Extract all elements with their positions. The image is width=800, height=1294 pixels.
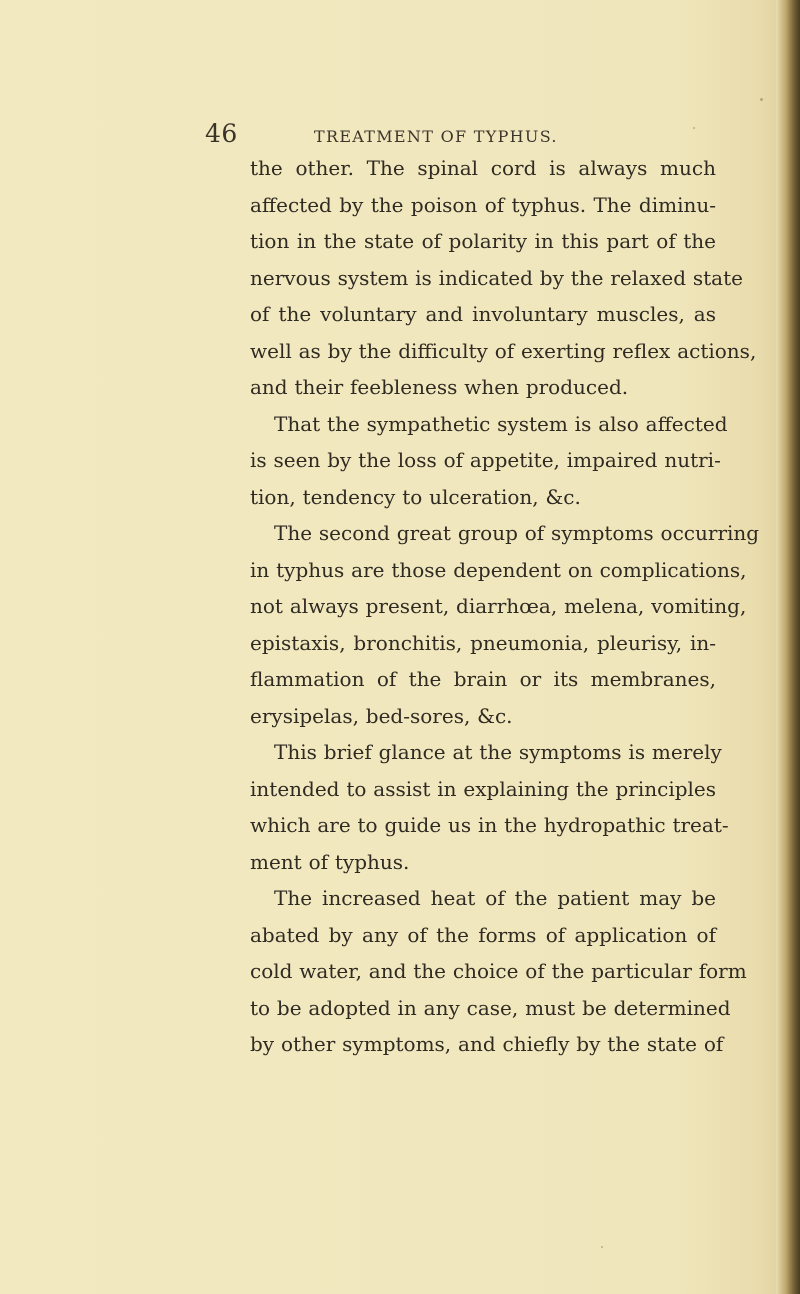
paragraph-start-line: The second great group of symptoms occurring bbox=[274, 521, 760, 545]
text-line: the other. The spinal cord is always much bbox=[250, 156, 716, 180]
text-line: and their feebleness when produced. bbox=[250, 375, 629, 399]
text-line: well as by the difficulty of exerting reflex actions, bbox=[250, 338, 757, 363]
paper-speck bbox=[601, 1246, 603, 1248]
text-line: flammation of the brain or its membranes, bbox=[250, 667, 716, 691]
text-line: not always present, diarrhœa, melena, vomiting, bbox=[250, 594, 747, 618]
text-line: tion in the state of polarity in this part of the bbox=[250, 229, 716, 253]
paragraph-start-line: This brief glance at the symptoms is merely bbox=[274, 740, 722, 764]
text-line: to be adopted in any case, must be determined bbox=[250, 995, 731, 1020]
text-line: in typhus are those dependent on complications, bbox=[250, 557, 747, 582]
text-line: nervous system is indicated by the relaxed state bbox=[250, 265, 743, 290]
text-line: epistaxis, bronchitis, pneumonia, pleurisy, in- bbox=[250, 630, 716, 655]
running-head: TREATMENT OF TYPHUS. bbox=[314, 127, 558, 146]
text-line: erysipelas, bed-sores, &c. bbox=[250, 703, 513, 728]
page-number: 46 bbox=[205, 119, 238, 148]
paper-speck bbox=[760, 98, 763, 101]
text-line: abated by any of the forms of application of bbox=[250, 922, 716, 947]
paragraph-start-line: The increased heat of the patient may be bbox=[274, 886, 716, 910]
paragraph-start-line: That the sympathetic system is also affected bbox=[274, 411, 728, 436]
text-line: tion, tendency to ulceration, &c. bbox=[250, 484, 581, 509]
text-line: which are to guide us in the hydropathic treat- bbox=[250, 813, 729, 837]
text-line: cold water, and the choice of the particular form bbox=[250, 959, 747, 983]
text-line: of the voluntary and involuntary muscles, as bbox=[250, 302, 716, 326]
body-text bbox=[250, 150, 760, 1063]
text-line: is seen by the loss of appetite, impaired nutri- bbox=[250, 448, 721, 472]
text-line: affected by the poison of typhus. The diminu- bbox=[250, 192, 716, 217]
paper-speck bbox=[693, 127, 695, 129]
text-line: by other symptoms, and chiefly by the state of bbox=[250, 1032, 724, 1056]
page-edge-shadow bbox=[776, 0, 800, 1294]
text-line: intended to assist in explaining the principles bbox=[250, 776, 717, 801]
text-line: ment of typhus. bbox=[250, 849, 410, 874]
paper-speck bbox=[725, 826, 727, 828]
